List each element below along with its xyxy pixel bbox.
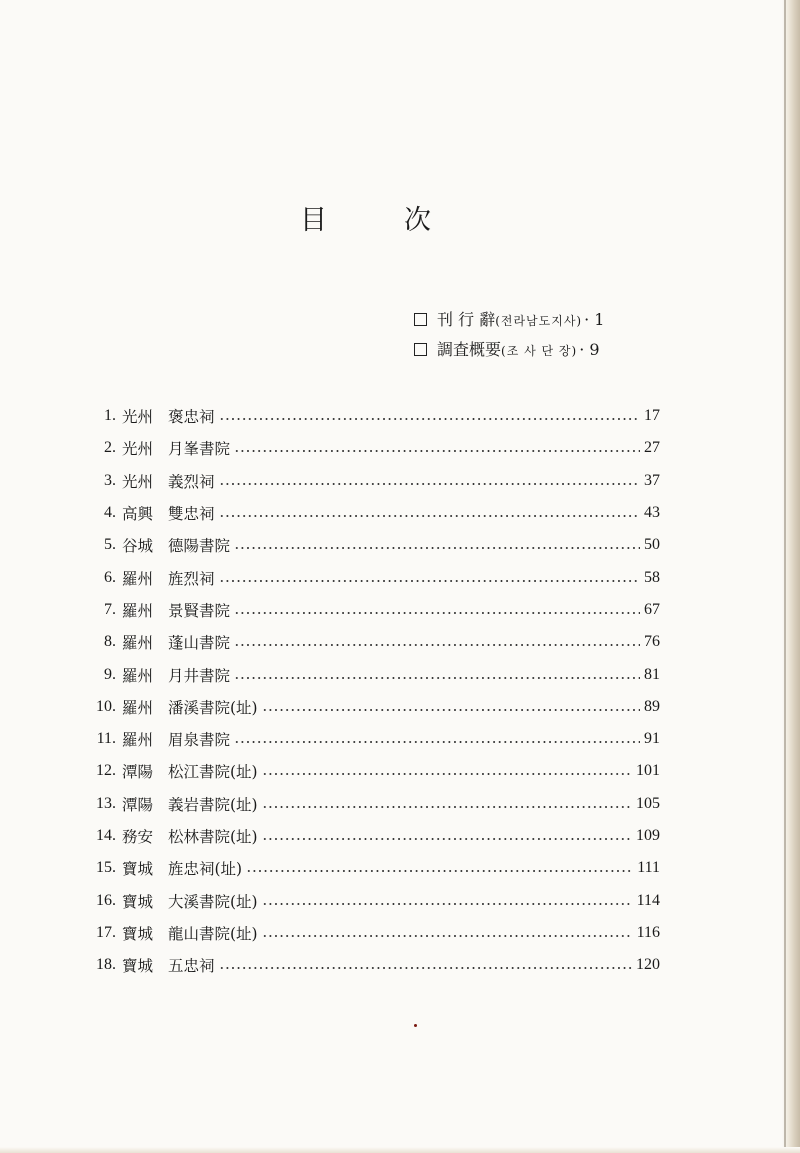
entry-number: 16. [96, 891, 116, 909]
entry-number: 14. [96, 827, 116, 844]
toc-entry[interactable] [78, 852, 660, 884]
entry-number: 2. [104, 439, 116, 457]
entry-region: 務安 [122, 828, 154, 846]
entry-region: 高興 [122, 505, 154, 524]
entry-page-number: 81 [644, 665, 660, 683]
entry-page-number: 67 [644, 600, 660, 618]
entry-page-number: 111 [637, 859, 660, 877]
dot-leader [234, 547, 640, 549]
front-matter-note: (조 사 단 장) [501, 344, 578, 358]
dot-leader [234, 450, 640, 452]
entry-number: 17. [96, 923, 116, 941]
dot-leader [219, 580, 640, 582]
entry-region: 寶城 [122, 957, 154, 976]
entry-page-number: 50 [644, 536, 660, 554]
entry-name: 蓬山書院 [168, 634, 231, 653]
entry-number: 13. [96, 794, 116, 812]
entry-name: 潘溪書院(址) [168, 698, 258, 717]
front-matter-item[interactable] [414, 307, 674, 330]
entry-region: 潭陽 [122, 763, 154, 782]
entry-number: 8. [104, 633, 116, 651]
entry-number: 15. [96, 859, 116, 877]
toc-entry[interactable] [78, 658, 660, 690]
front-matter-item[interactable] [414, 337, 674, 360]
toc-entry[interactable] [78, 884, 660, 916]
entry-name: 旌忠祠(址) [168, 860, 243, 879]
entry-page-number: 114 [636, 891, 660, 909]
entry-page-number: 43 [644, 504, 660, 522]
entry-name: 大溪書院(址) [168, 892, 258, 911]
entry-page-number: 101 [636, 762, 660, 780]
entry-name: 雙忠祠 [168, 505, 215, 524]
entry-number: 10. [96, 697, 116, 715]
entry-page-number: 89 [644, 697, 660, 715]
dot-leader [262, 773, 632, 775]
entry-number: 11. [96, 730, 116, 748]
entry-number: 6. [104, 568, 116, 586]
title-char-1: 目 [300, 205, 327, 236]
entry-name: 義岩書院(址) [168, 795, 258, 814]
dot-leader [219, 515, 640, 517]
entry-page-number: 76 [644, 633, 660, 651]
dot-leader [262, 806, 632, 808]
entry-name: 旌烈祠 [168, 569, 215, 588]
entry-region: 羅州 [122, 731, 154, 750]
entry-name: 褒忠祠 [168, 408, 215, 427]
toc-entry[interactable] [78, 465, 660, 497]
entry-name: 松江書院(址) [168, 763, 258, 782]
entry-name: 月峯書院 [168, 440, 231, 459]
toc-entry[interactable] [78, 755, 660, 787]
entry-number: 7. [104, 600, 116, 618]
front-matter-page: · 9 [579, 340, 600, 359]
page-bottom-edge [0, 1147, 800, 1153]
toc-entry[interactable] [78, 594, 660, 626]
dot-leader [219, 483, 640, 485]
entry-region: 潭陽 [122, 795, 154, 814]
entry-region: 寶城 [122, 860, 154, 879]
entry-region: 光州 [122, 408, 154, 427]
ink-speck [414, 1024, 417, 1027]
entry-region: 羅州 [122, 634, 154, 653]
dot-leader [262, 903, 633, 905]
toc-entry[interactable] [78, 626, 660, 658]
dot-leader [234, 741, 640, 743]
entry-page-number: 109 [636, 827, 660, 844]
entry-region: 光州 [122, 440, 154, 459]
entry-page-number: 116 [636, 923, 660, 941]
entry-name: 五忠祠 [168, 957, 215, 976]
dot-leader [262, 935, 633, 937]
dot-leader [234, 644, 640, 646]
entry-page-number: 17 [644, 407, 660, 425]
entry-number: 3. [104, 471, 116, 489]
entry-region: 寶城 [122, 892, 154, 911]
entry-page-number: 91 [644, 730, 660, 748]
entry-name: 松林書院(址) [168, 828, 258, 846]
entry-region: 谷城 [122, 537, 154, 556]
toc-entry[interactable] [78, 497, 660, 529]
front-matter-label: 刊 行 辭 [437, 310, 496, 329]
toc-entry[interactable] [78, 529, 660, 561]
toc-entry[interactable] [78, 432, 660, 464]
entry-name: 月井書院 [168, 666, 231, 685]
entry-number: 1. [104, 407, 116, 425]
entry-name: 龍山書院(址) [168, 924, 258, 943]
entry-name: 義烈祠 [168, 472, 215, 491]
title-char-2: 次 [404, 205, 431, 236]
dot-leader [246, 870, 633, 872]
entry-page-number: 37 [644, 471, 660, 489]
toc-entry[interactable] [78, 723, 660, 755]
front-matter-note: (전라남도지사) [495, 314, 583, 328]
page-title [300, 198, 450, 238]
dot-leader [234, 612, 640, 614]
checkbox-icon [414, 313, 427, 326]
toc-entry[interactable] [78, 691, 660, 723]
entry-region: 羅州 [122, 569, 154, 588]
entry-name: 德陽書院 [168, 537, 231, 556]
toc-entry[interactable] [78, 820, 660, 852]
front-matter-label: 調査概要 [437, 340, 502, 359]
dot-leader [262, 838, 632, 840]
entry-region: 羅州 [122, 666, 154, 685]
dot-leader [262, 709, 640, 711]
toc-entry[interactable] [78, 561, 660, 593]
entry-region: 寶城 [122, 924, 154, 943]
toc-entry[interactable] [78, 917, 660, 949]
entry-page-number: 27 [644, 439, 660, 457]
entry-page-number: 120 [636, 956, 660, 974]
entry-number: 9. [104, 665, 116, 683]
page-edge-line [784, 0, 786, 1153]
dot-leader [234, 677, 640, 679]
toc-entry[interactable] [78, 788, 660, 820]
checkbox-icon [414, 343, 427, 356]
entry-number: 5. [104, 536, 116, 554]
toc-entry[interactable] [78, 400, 660, 432]
entry-number: 4. [104, 504, 116, 522]
toc-entry[interactable] [78, 949, 660, 981]
table-of-contents [78, 400, 660, 981]
entry-region: 光州 [122, 472, 154, 491]
entry-name: 眉泉書院 [168, 731, 231, 750]
dot-leader [219, 967, 632, 969]
dot-leader [219, 418, 640, 420]
entry-region: 羅州 [122, 601, 154, 620]
entry-number: 12. [96, 762, 116, 780]
entry-number: 18. [96, 956, 116, 974]
entry-page-number: 58 [644, 568, 660, 586]
front-matter-page: · 1 [584, 310, 605, 329]
entry-region: 羅州 [122, 698, 154, 717]
entry-page-number: 105 [636, 794, 660, 812]
entry-name: 景賢書院 [168, 601, 231, 620]
